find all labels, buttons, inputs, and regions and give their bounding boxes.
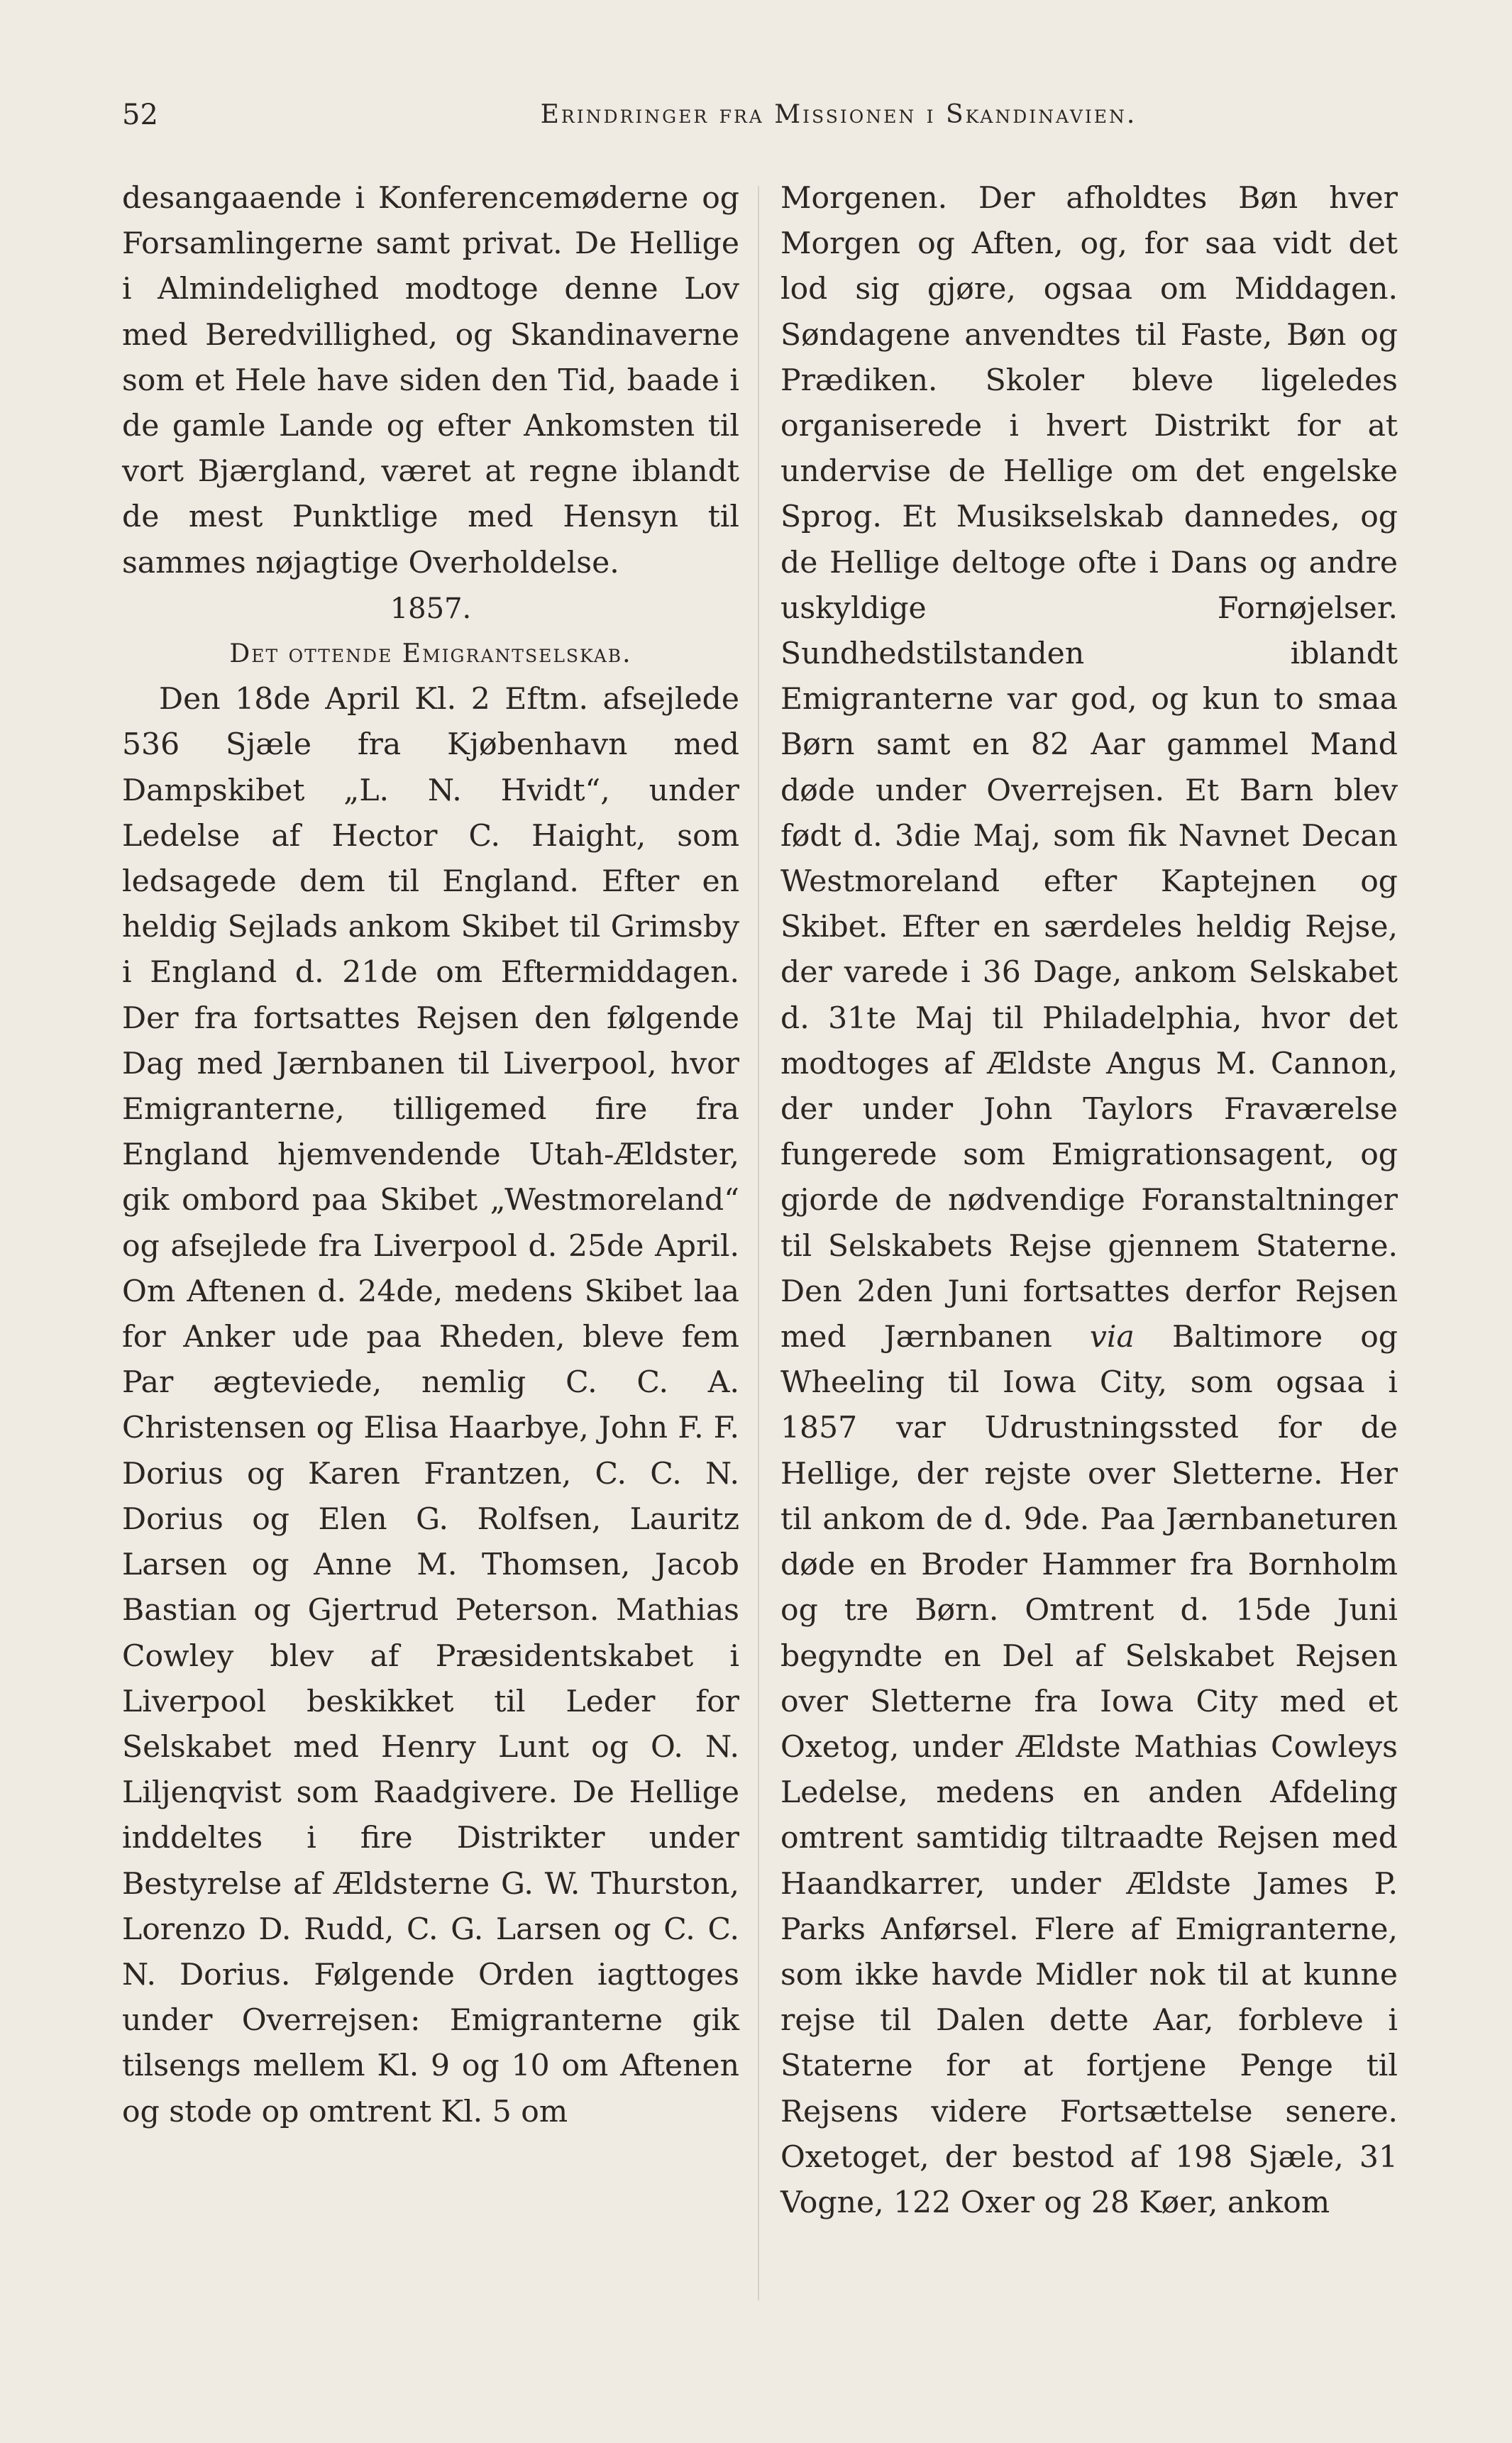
right-column [780,176,1398,2226]
opening-paragraph: desangaaende i Konferencemøderne og Forsamlingerne samt privat. De Hellige i Almindelighed modtoge denne Lov med Beredvillighed, og Skandinaverne som et Hele have siden den Tid, baade i de gamle Lande og efter Ankomsten til vort Bjærgland, været at regne iblandt de mest Punktlige med Hensyn til sammes nøjagtige Overholdelse. [122,181,739,580]
year-heading: 1857. [390,592,472,625]
text-before-via: Morgenen. Der afholdtes Bøn hver Morgen og Aften, og, for saa vidt det lod sig gjøre, ogsaa om Middagen. Søndagene anvendtes til Faste, Bøn og Prædiken. Skoler bleve ligeledes organiserede i hvert Distrikt for at undervise de Hellige om det engelske Sprog. Et Musikselskab dannedes, og de Hellige deltoge ofte i Dans og andre uskyldige Fornøjelser. Sundhedstilstanden iblandt Emigranterne var god, og kun to smaa Børn samt en 82 Aar gammel Mand døde under Overrejsen. Et Barn blev født d. 3die Maj, som fik Navnet Decan Westmoreland efter Kaptejnen og Skibet. Efter en særdeles heldig Rejse, der varede i 36 Dage, ankom Selskabet d. 31te Maj til Philadelphia, hvor det modtoges af Ældste Angus M. Cannon, der under John Taylors Fraværelse fungerede som Emigrationsagent, og gjorde de nødvendige Foranstaltninger til Selskabets Rejse gjennem Staterne. Den 2den Juni fortsattes derfor Rejsen med Jærnbanen [780,181,1398,1355]
main-paragraph: Den 18de April Kl. 2 Eftm. afsejlede 536 Sjæle fra Kjøbenhavn med Dampskibet „L. N. Hvidt“, under Ledelse af Hector C. Haight, som ledsagede dem til England. Efter en heldig Sejlads ankom Skibet til Grimsby i England d. 21de om Eftermiddagen. Der fra fortsattes Rejsen den følgende Dag med Jærnbanen til Liverpool, hvor Emigranterne, tilligemed fire fra England hjemvendende Utah-Ældster, gik ombord paa Skibet „Westmoreland“ og afsejlede fra Liverpool d. 25de April. Om Aftenen d. 24de, medens Skibet laa for Anker ude paa Rheden, bleve fem Par ægteviede, nemlig C. C. A. Christensen og Elisa Haarbye, John F. F. Dorius og Karen Frantzen, C. C. N. Dorius og Elen G. Rolfsen, Lauritz Larsen og Anne M. Thomsen, Jacob Bastian og Gjertrud Peterson. Mathias Cowley blev af Præsidentskabet i Liverpool beskikket til Leder for Selskabet med Henry Lunt og O. N. Liljenqvist som Raadgivere. De Hellige inddeltes i fire Distrikter under Bestyrelse af Ældsterne G. W. Thurston, Lorenzo D. Rudd, C. G. Larsen og C. C. N. Dorius. Følgende Orden iagttoges under Overrejsen: Emigranterne gik tilsengs mellem Kl. 9 og 10 om Aftenen og stode op omtrent Kl. 5 om [122,682,739,2129]
left-column [122,176,739,2135]
text-after-via: Baltimore og Wheeling til Iowa City, som ogsaa i 1857 var Udrustningssted for de Hellige, der rejste over Sletterne. Her til ankom de d. 9de. Paa Jærnbaneturen døde en Broder Hammer fra Bornholm og tre Børn. Omtrent d. 15de Juni begyndte en Del af Selskabet Rejsen over Sletterne fra Iowa City med et Oxetog, under Ældste Mathias Cowleys Ledelse, medens en anden Afdeling omtrent samtidig tiltraadte Rejsen med Haandkarrer, under Ældste James P. Parks Anførsel. Flere af Emigranterne, som ikke havde Midler nok til at kunne rejse til Dalen dette Aar, forbleve i Staterne for at fortjene Penge til Rejsens videre Fortsættelse senere. Oxetoget, der bestod af 198 Sjæle, 31 Vogne, 122 Oxer og 28 Køer, ankom [780,1320,1398,2220]
running-title: Erindringer fra Missionen i Skandinavien. [540,100,1137,129]
italic-via: via [1089,1320,1135,1355]
column-divider [758,186,759,2300]
page-header [122,94,1447,136]
section-heading: Det ottende Emigrantselskab. [229,639,632,669]
continuation-paragraph [780,176,1398,2226]
page-number: 52 [122,99,158,131]
